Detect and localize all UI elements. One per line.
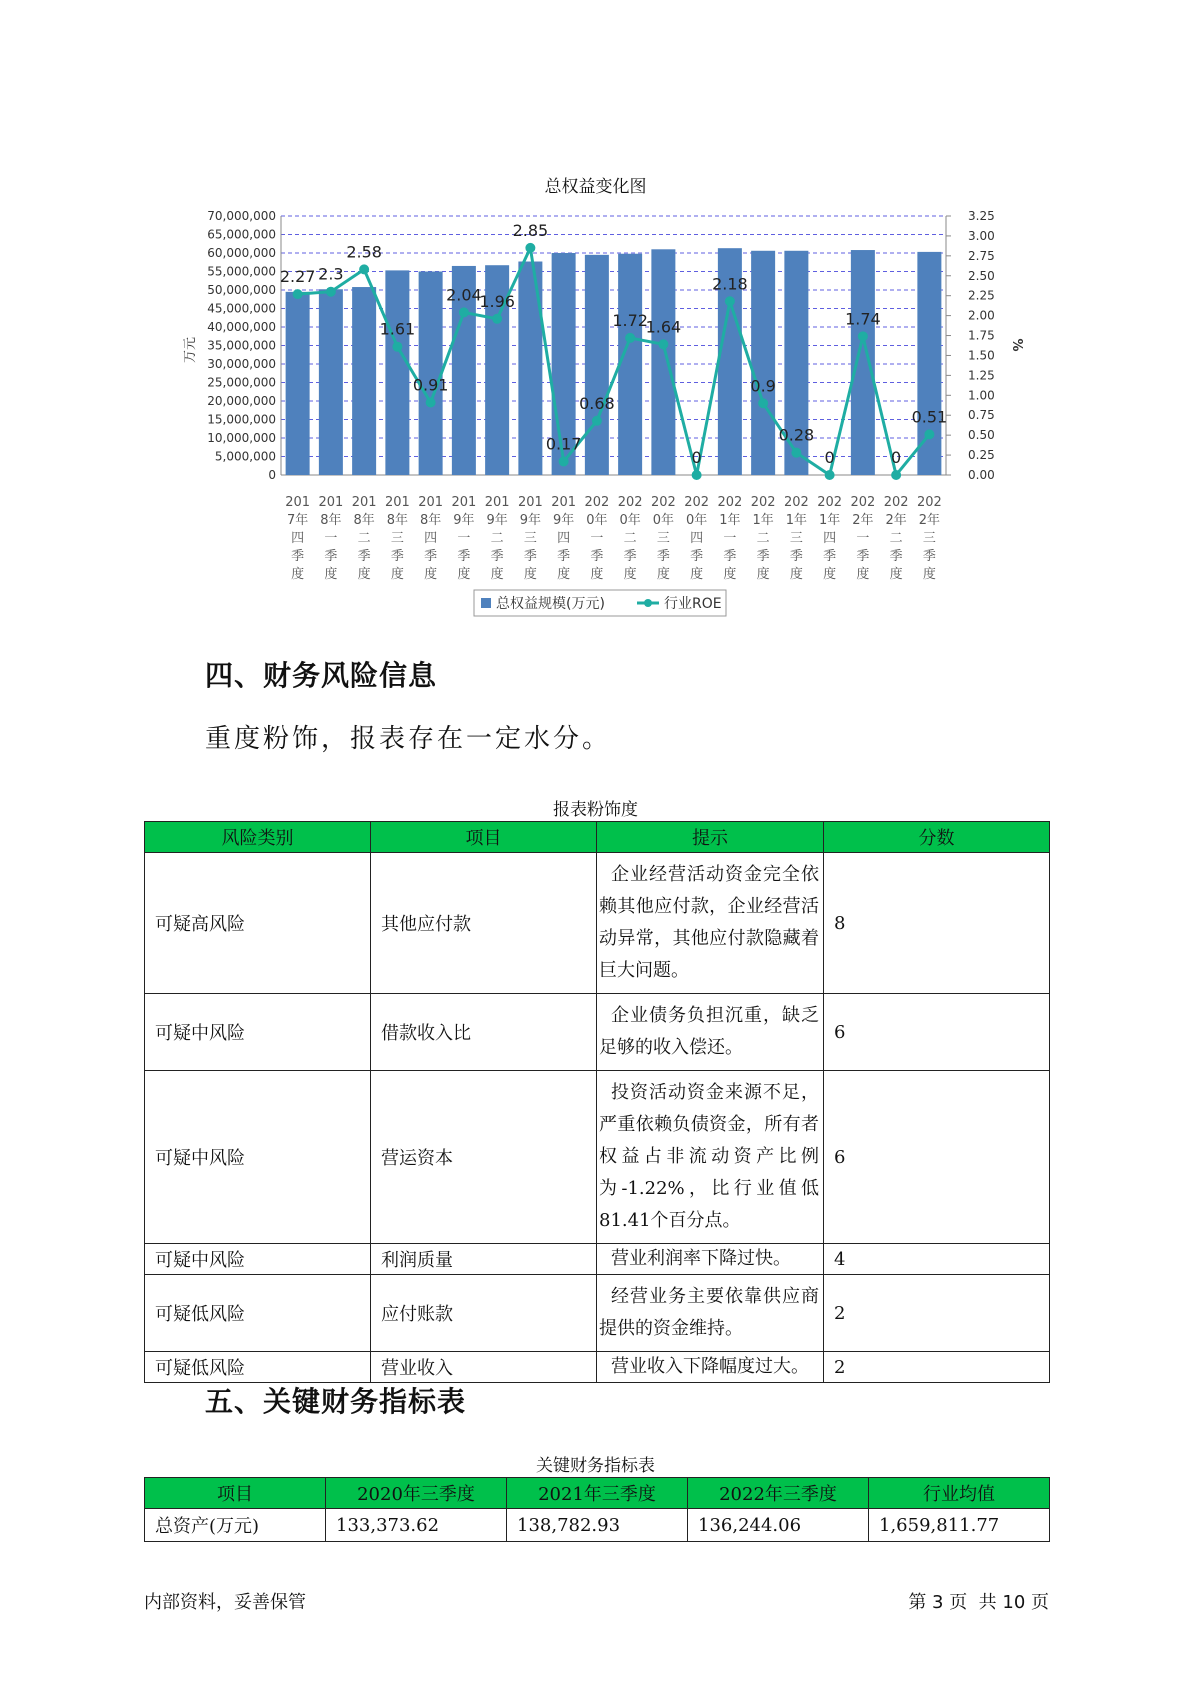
x-tick-label: 度 <box>490 567 504 582</box>
equity-bar <box>917 252 941 475</box>
risk-category: 可疑中风险 <box>145 1244 371 1275</box>
metrics-table-caption: 关键财务指标表 <box>536 1456 655 1476</box>
risk-score: 6 <box>824 1071 1050 1244</box>
table-row <box>145 1352 1050 1383</box>
y-right-tick-label: 1.50 <box>968 348 995 363</box>
y-right-tick-label: 3.00 <box>968 228 995 243</box>
x-tick-label: 三 <box>922 531 936 546</box>
metrics-table-header <box>145 1478 1050 1509</box>
chart-title: 总权益变化图 <box>544 177 647 197</box>
metric-industry-average: 1,659,811.77 <box>869 1509 1050 1542</box>
x-tick-label: 度 <box>590 567 604 582</box>
header-cell: 2021年三季度 <box>507 1478 688 1509</box>
x-tick-label: 四 <box>424 531 438 546</box>
x-tick-label: 二 <box>357 531 371 546</box>
equity-bar <box>419 272 443 476</box>
table-row <box>145 853 1050 994</box>
x-tick-label: 202 <box>850 495 876 510</box>
risk-item: 利润质量 <box>371 1244 597 1275</box>
risk-category: 可疑低风险 <box>145 1352 371 1383</box>
roe-point <box>658 339 668 349</box>
x-tick-label: 9年 <box>486 513 508 528</box>
roe-point <box>791 448 801 458</box>
x-tick-label: 201 <box>451 495 477 510</box>
x-tick-label: 202 <box>817 495 843 510</box>
risk-category: 可疑中风险 <box>145 994 371 1071</box>
roe-point <box>392 342 402 352</box>
roe-data-label: 2.04 <box>446 285 482 305</box>
y-left-tick-label: 55,000,000 <box>207 264 276 279</box>
x-tick-label: 季 <box>590 549 604 564</box>
roe-point <box>758 398 768 408</box>
x-tick-label: 202 <box>783 495 809 510</box>
section4-heading: 四、财务风险信息 <box>205 659 438 692</box>
x-tick-label: 季 <box>523 549 537 564</box>
y-left-tick-label: 65,000,000 <box>207 227 276 242</box>
x-tick-label: 季 <box>623 549 637 564</box>
x-tick-label: 季 <box>357 549 371 564</box>
roe-data-label: 1.61 <box>379 319 416 339</box>
risk-score: 4 <box>824 1244 1050 1275</box>
risk-item: 营业收入 <box>371 1352 597 1383</box>
x-tick-label: 2年 <box>852 513 874 528</box>
x-tick-label: 度 <box>690 567 704 582</box>
roe-data-label: 0.9 <box>750 376 776 396</box>
equity-bar <box>352 287 376 475</box>
roe-data-label: 0.17 <box>545 434 582 454</box>
x-tick-label: 201 <box>384 495 410 510</box>
y-right-tick-label: 0.50 <box>968 428 995 443</box>
x-tick-label: 一 <box>723 531 737 546</box>
x-tick-label: 季 <box>922 549 936 564</box>
roe-point <box>559 456 569 466</box>
risk-score: 2 <box>824 1352 1050 1383</box>
risk-tip: 营业收入下降幅度过大。 <box>597 1352 824 1383</box>
header-cell: 分数 <box>824 822 1050 853</box>
x-tick-label: 8年 <box>419 513 442 528</box>
roe-data-label: 2.27 <box>279 267 316 287</box>
x-tick-label: 度 <box>889 567 903 582</box>
risk-table-caption: 报表粉饰度 <box>553 800 638 820</box>
x-tick-label: 202 <box>584 495 610 510</box>
roe-data-label: 2.85 <box>512 220 549 240</box>
x-tick-label: 季 <box>723 549 737 564</box>
x-tick-label: 季 <box>490 549 504 564</box>
y-left-tick-label: 45,000,000 <box>207 301 276 316</box>
risk-item: 其他应付款 <box>371 853 597 994</box>
x-tick-label: 季 <box>457 549 471 564</box>
x-tick-label: 201 <box>517 495 543 510</box>
table-row <box>145 1071 1050 1244</box>
y-left-tick-label: 50,000,000 <box>207 283 276 297</box>
x-tick-label: 度 <box>557 567 571 582</box>
roe-point <box>359 264 369 274</box>
x-tick-label: 三 <box>656 531 670 546</box>
risk-item: 应付账款 <box>371 1275 597 1352</box>
risk-score: 2 <box>824 1275 1050 1352</box>
y-left-tick-label: 40,000,000 <box>207 320 276 334</box>
roe-point <box>858 331 868 341</box>
metrics-table <box>144 1477 1050 1542</box>
roe-data-label: 0 <box>891 448 902 467</box>
x-tick-label: 季 <box>656 549 670 564</box>
roe-point <box>625 333 635 343</box>
roe-data-label: 2.18 <box>712 274 748 294</box>
x-tick-label: 0年 <box>586 513 608 528</box>
equity-bar <box>651 249 675 475</box>
legend-bar-swatch <box>481 598 491 608</box>
header-cell: 2020年三季度 <box>326 1478 507 1509</box>
x-tick-label: 度 <box>523 567 537 582</box>
y-right-tick-label: 1.25 <box>968 368 995 383</box>
x-tick-label: 202 <box>750 495 776 510</box>
x-tick-label: 度 <box>291 567 305 582</box>
legend-line-marker <box>644 599 652 607</box>
x-tick-label: 度 <box>723 567 737 582</box>
header-cell: 行业均值 <box>869 1478 1050 1509</box>
y-left-tick-label: 20,000,000 <box>207 394 276 408</box>
risk-category: 可疑高风险 <box>145 853 371 994</box>
x-tick-label: 度 <box>424 567 438 582</box>
risk-tip: 企业经营活动资金完全依赖其他应付款，企业经营活动异常，其他应付款隐藏着巨大问题。 <box>597 853 824 994</box>
roe-data-label: 1.72 <box>612 310 648 330</box>
x-tick-label: 1年 <box>818 513 841 528</box>
header-cell: 2022年三季度 <box>688 1478 869 1509</box>
equity-bar <box>286 292 310 475</box>
x-tick-label: 度 <box>390 567 404 582</box>
roe-point <box>692 470 702 480</box>
x-tick-label: 9年 <box>519 513 542 528</box>
risk-category: 可疑中风险 <box>145 1071 371 1244</box>
x-tick-label: 季 <box>557 549 571 564</box>
equity-roe-chart <box>0 0 1191 640</box>
equity-bar <box>851 250 875 475</box>
y-left-tick-label: 35,000,000 <box>207 338 276 353</box>
x-tick-label: 三 <box>523 531 537 546</box>
x-tick-label: 度 <box>357 567 371 582</box>
risk-score: 6 <box>824 994 1050 1071</box>
legend-label: 行业ROE <box>664 596 722 612</box>
risk-tip: 企业债务负担沉重，缺乏足够的收入偿还。 <box>597 994 824 1071</box>
x-tick-label: 0年 <box>619 513 641 528</box>
section5-heading: 五、关键财务指标表 <box>205 1385 467 1418</box>
roe-data-label: 0.68 <box>579 393 615 413</box>
x-tick-label: 202 <box>883 495 909 510</box>
x-tick-label: 201 <box>285 495 311 510</box>
x-tick-label: 201 <box>418 495 444 510</box>
roe-data-label: 2.58 <box>346 242 382 262</box>
risk-table <box>144 821 1050 1383</box>
roe-point <box>293 289 303 299</box>
y-left-tick-label: 70,000,000 <box>207 209 276 223</box>
y-left-tick-label: 30,000,000 <box>207 357 276 371</box>
y-right-tick-label: 2.50 <box>968 268 995 283</box>
x-tick-label: 9年 <box>552 513 575 528</box>
risk-conclusion: 重度粉饰，报表存在一定水分。 <box>205 724 612 754</box>
x-tick-label: 度 <box>756 567 770 582</box>
y-right-tick-label: 2.25 <box>968 288 995 303</box>
x-tick-label: 0年 <box>652 513 675 528</box>
equity-bar <box>585 255 609 475</box>
x-tick-label: 度 <box>457 567 471 582</box>
y-left-axis-title: 万元 <box>183 336 198 364</box>
risk-item: 借款收入比 <box>371 994 597 1071</box>
x-tick-label: 8年 <box>353 513 375 528</box>
risk-item: 营运资本 <box>371 1071 597 1244</box>
x-tick-label: 7年 <box>286 513 309 528</box>
roe-point <box>492 314 502 324</box>
x-tick-label: 8年 <box>386 513 409 528</box>
x-tick-label: 度 <box>324 567 338 582</box>
y-left-tick-label: 0 <box>268 468 276 482</box>
x-tick-label: 8年 <box>320 513 342 528</box>
x-tick-label: 季 <box>756 549 770 564</box>
equity-bar <box>319 289 343 475</box>
roe-point <box>725 296 735 306</box>
x-tick-label: 一 <box>590 531 604 546</box>
roe-point <box>426 397 436 407</box>
table-row <box>145 1275 1050 1352</box>
x-tick-label: 202 <box>717 495 743 510</box>
x-tick-label: 度 <box>656 567 670 582</box>
header-cell: 风险类别 <box>145 822 371 853</box>
roe-data-label: 0 <box>824 448 835 467</box>
x-tick-label: 201 <box>484 495 510 510</box>
x-tick-label: 二 <box>889 531 903 546</box>
x-tick-label: 季 <box>291 549 305 564</box>
roe-point <box>525 243 535 253</box>
roe-data-label: 0.28 <box>778 425 815 445</box>
x-tick-label: 二 <box>490 531 504 546</box>
roe-point <box>326 287 336 297</box>
y-right-tick-label: 0.25 <box>968 448 995 463</box>
x-tick-label: 二 <box>756 531 770 546</box>
roe-data-label: 1.74 <box>845 309 881 329</box>
x-tick-label: 四 <box>557 531 571 546</box>
x-tick-label: 1年 <box>752 513 774 528</box>
header-cell: 项目 <box>371 822 597 853</box>
risk-score: 8 <box>824 853 1050 994</box>
x-tick-label: 季 <box>856 549 870 564</box>
x-tick-label: 季 <box>424 549 438 564</box>
y-right-tick-label: 3.25 <box>968 209 995 223</box>
y-right-tick-label: 1.75 <box>968 328 995 343</box>
x-tick-label: 三 <box>390 531 404 546</box>
equity-bar <box>751 251 775 475</box>
x-tick-label: 一 <box>457 531 471 546</box>
x-tick-label: 四 <box>690 531 704 546</box>
legend-label: 总权益规模(万元) <box>496 596 605 612</box>
x-tick-label: 三 <box>789 531 803 546</box>
x-tick-label: 2年 <box>885 513 907 528</box>
x-tick-label: 季 <box>324 549 338 564</box>
y-right-axis-title: % <box>1009 338 1024 352</box>
x-tick-label: 202 <box>684 495 710 510</box>
x-tick-label: 四 <box>291 531 305 546</box>
footer-page-number: 第 3 页 共 10 页 <box>908 1592 1049 1613</box>
risk-table-header <box>145 822 1050 853</box>
roe-data-label: 0 <box>691 448 702 467</box>
equity-bar <box>618 254 642 475</box>
table-row <box>145 1244 1050 1275</box>
roe-data-label: 2.3 <box>318 264 344 284</box>
roe-data-label: 1.96 <box>479 291 515 311</box>
roe-data-label: 0.91 <box>412 375 449 395</box>
x-tick-label: 度 <box>789 567 803 582</box>
roe-point <box>592 416 602 426</box>
y-left-tick-label: 60,000,000 <box>207 246 276 260</box>
metric-value-2021: 138,782.93 <box>507 1509 688 1542</box>
equity-bar <box>385 270 409 475</box>
x-tick-label: 一 <box>856 531 870 546</box>
x-tick-label: 季 <box>390 549 404 564</box>
x-tick-label: 季 <box>690 549 704 564</box>
x-tick-label: 2年 <box>918 513 941 528</box>
x-tick-label: 季 <box>823 549 837 564</box>
x-tick-label: 1年 <box>785 513 808 528</box>
x-tick-label: 度 <box>823 567 837 582</box>
y-right-tick-label: 1.00 <box>968 388 995 403</box>
risk-tip: 经营业务主要依靠供应商提供的资金维持。 <box>597 1275 824 1352</box>
footer-confidential-note: 内部资料，妥善保管 <box>144 1592 306 1613</box>
x-tick-label: 四 <box>823 531 837 546</box>
x-tick-label: 201 <box>318 495 344 510</box>
risk-tip: 投资活动资金来源不足，严重依赖负债资金，所有者权益占非流动资产比例为-1.22%，比行业值低81.41个百分点。 <box>597 1071 824 1244</box>
x-tick-label: 度 <box>922 567 936 582</box>
roe-point <box>825 470 835 480</box>
header-cell: 项目 <box>145 1478 326 1509</box>
x-tick-label: 9年 <box>453 513 475 528</box>
x-tick-label: 201 <box>351 495 377 510</box>
y-right-tick-label: 0.00 <box>968 468 995 482</box>
x-tick-label: 一 <box>324 531 338 546</box>
y-left-tick-label: 5,000,000 <box>214 449 276 464</box>
x-tick-label: 202 <box>650 495 676 510</box>
x-tick-label: 202 <box>617 495 643 510</box>
metric-value-2020: 133,373.62 <box>326 1509 507 1542</box>
x-tick-label: 0年 <box>685 513 708 528</box>
y-right-tick-label: 0.75 <box>968 408 995 423</box>
roe-point <box>924 429 934 439</box>
metric-value-2022: 136,244.06 <box>688 1509 869 1542</box>
table-row <box>145 1509 1050 1542</box>
y-left-tick-label: 15,000,000 <box>207 412 276 427</box>
y-left-tick-label: 25,000,000 <box>207 375 276 390</box>
y-left-tick-label: 10,000,000 <box>207 431 276 445</box>
header-cell: 提示 <box>597 822 824 853</box>
roe-data-label: 0.51 <box>911 407 948 427</box>
x-tick-label: 季 <box>889 549 903 564</box>
x-tick-label: 202 <box>916 495 942 510</box>
x-tick-label: 201 <box>551 495 577 510</box>
x-tick-label: 季 <box>789 549 803 564</box>
risk-tip: 营业利润率下降过快。 <box>597 1244 824 1275</box>
x-tick-label: 度 <box>623 567 637 582</box>
roe-point <box>459 307 469 317</box>
roe-point <box>891 470 901 480</box>
y-right-tick-label: 2.75 <box>968 248 995 263</box>
x-tick-label: 度 <box>856 567 870 582</box>
y-right-tick-label: 2.00 <box>968 308 995 323</box>
x-tick-label: 二 <box>623 531 637 546</box>
risk-category: 可疑低风险 <box>145 1275 371 1352</box>
roe-data-label: 1.64 <box>645 317 682 337</box>
table-row <box>145 994 1050 1071</box>
x-tick-label: 1年 <box>719 513 741 528</box>
metric-item: 总资产(万元) <box>145 1509 326 1542</box>
